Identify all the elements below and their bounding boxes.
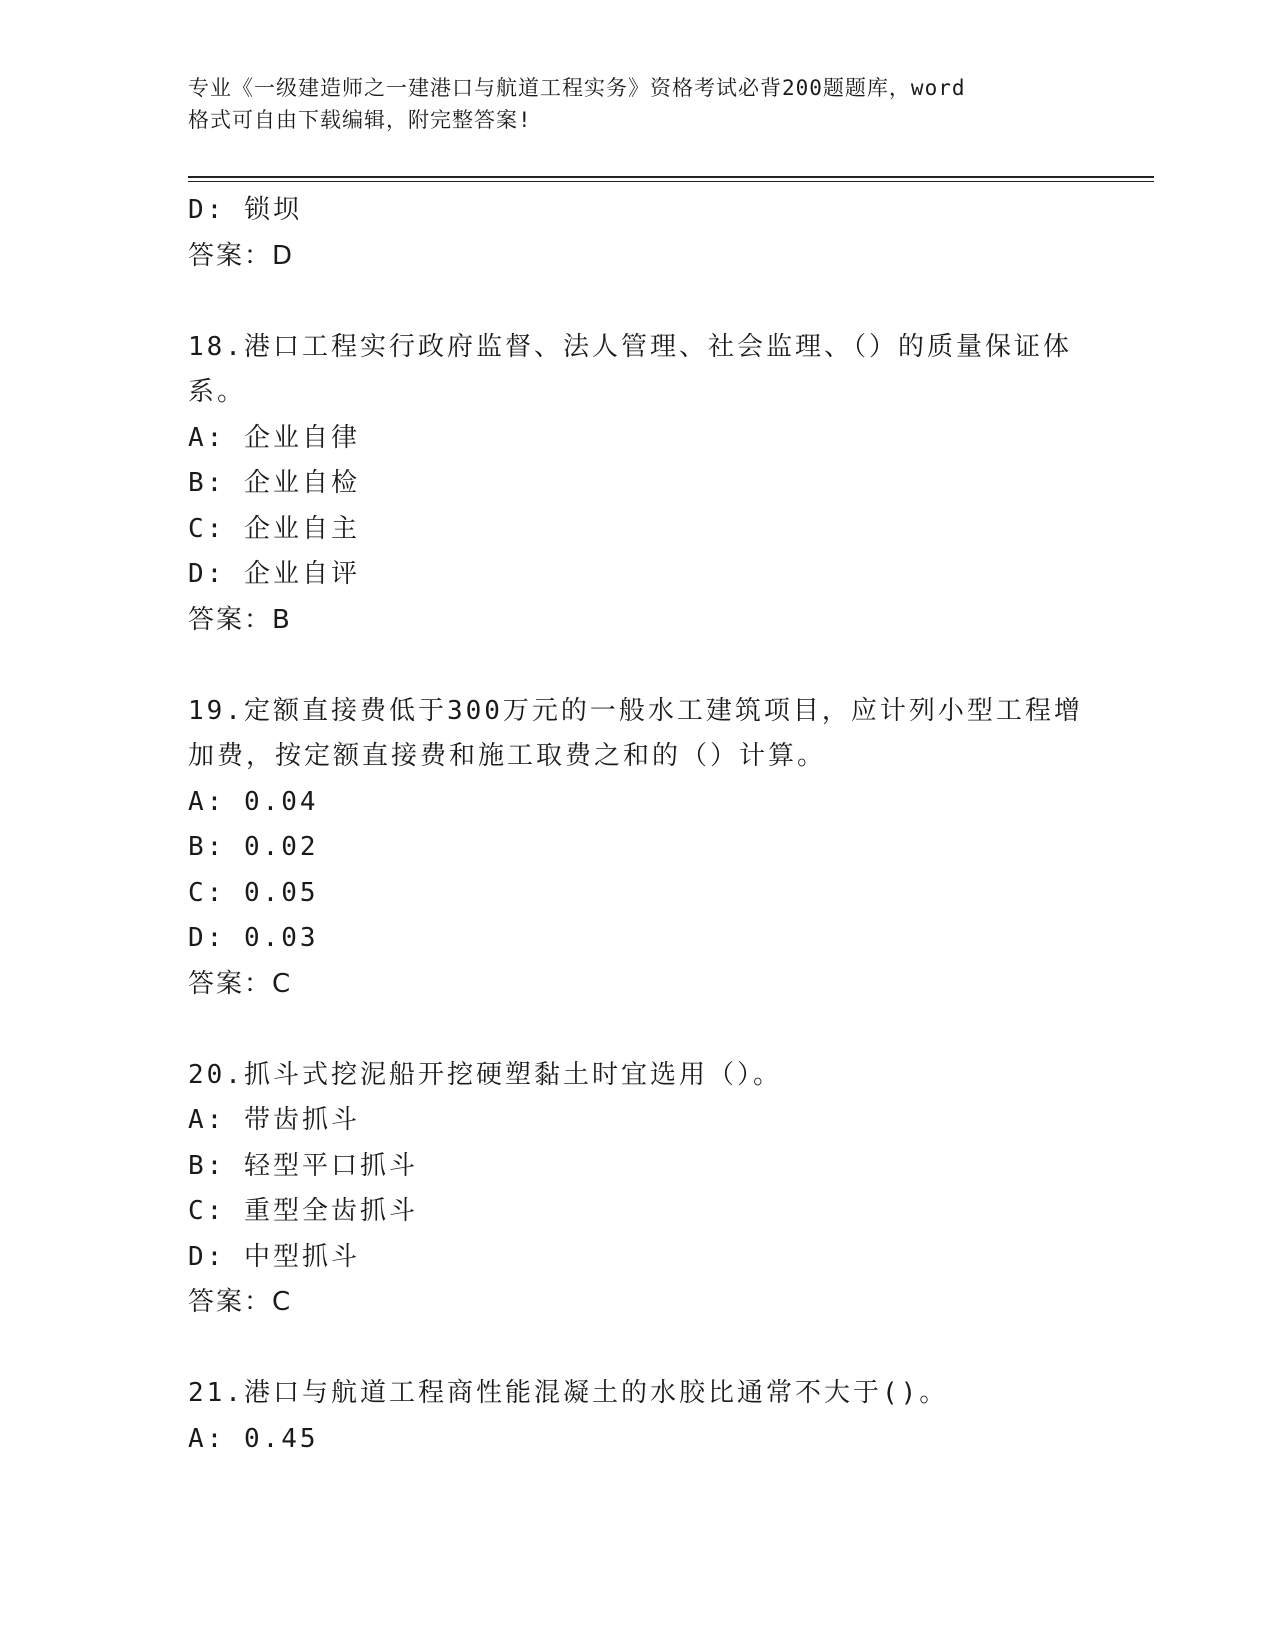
- question-20-stem: 20.抓斗式挖泥船开挖硬塑黏土时宜选用（）。: [188, 1059, 782, 1090]
- question-20-option-d: D: 中型抓斗: [188, 1241, 360, 1272]
- spacer: [188, 1326, 1088, 1372]
- header-line-1: 专业《一级建造师之一建港口与航道工程实务》资格考试必背200题题库，word: [188, 76, 966, 100]
- question-19-option-a: A: 0.04: [188, 786, 319, 817]
- question-18-stem-line-1: 18.港口工程实行政府监督、法人管理、社会监理、（）的质量保证体: [188, 331, 1072, 362]
- question-20-option-b: B: 轻型平口抓斗: [188, 1150, 418, 1181]
- option-d: D: 锁坝: [188, 195, 302, 225]
- header-divider-thin: [188, 181, 1154, 182]
- spacer: [188, 279, 1088, 325]
- question-20-option-c: C: 重型全齿抓斗: [188, 1196, 418, 1226]
- question-19-answer: 答案：C: [188, 968, 293, 999]
- question-19-option-d: D: 0.03: [188, 923, 319, 953]
- document-header: [188, 72, 1068, 136]
- answer-line: 答案：D: [188, 240, 295, 271]
- question-18-answer: 答案：B: [188, 604, 292, 635]
- spacer: [188, 643, 1088, 689]
- question-19-stem-line-1: 19.定额直接费低于300万元的一般水工建筑项目，应计列小型工程增: [188, 695, 1083, 726]
- question-18-option-a: A: 企业自律: [188, 422, 360, 453]
- spacer: [188, 1007, 1088, 1053]
- question-18-option-c: C: 企业自主: [188, 513, 360, 544]
- question-21-option-a: A: 0.45: [188, 1423, 319, 1454]
- question-list: [188, 188, 1088, 1462]
- question-19-option-c: C: 0.05: [188, 877, 319, 908]
- question-21-stem: 21.港口与航道工程商性能混凝土的水胶比通常不大于()。: [188, 1378, 949, 1408]
- question-18-option-b: B: 企业自检: [188, 468, 360, 498]
- question-18-option-d: D: 企业自评: [188, 559, 360, 589]
- question-20-answer: 答案：C: [188, 1287, 293, 1317]
- question-20-option-a: A: 带齿抓斗: [188, 1105, 360, 1135]
- question-19-option-b: B: 0.02: [188, 832, 319, 862]
- header-divider-thick: [188, 176, 1154, 178]
- question-19-stem-line-2: 加费，按定额直接费和施工取费之和的（）计算。: [188, 741, 827, 771]
- header-line-2: 格式可自由下载编辑，附完整答案!: [188, 108, 532, 132]
- question-18-stem-line-2: 系。: [188, 377, 247, 407]
